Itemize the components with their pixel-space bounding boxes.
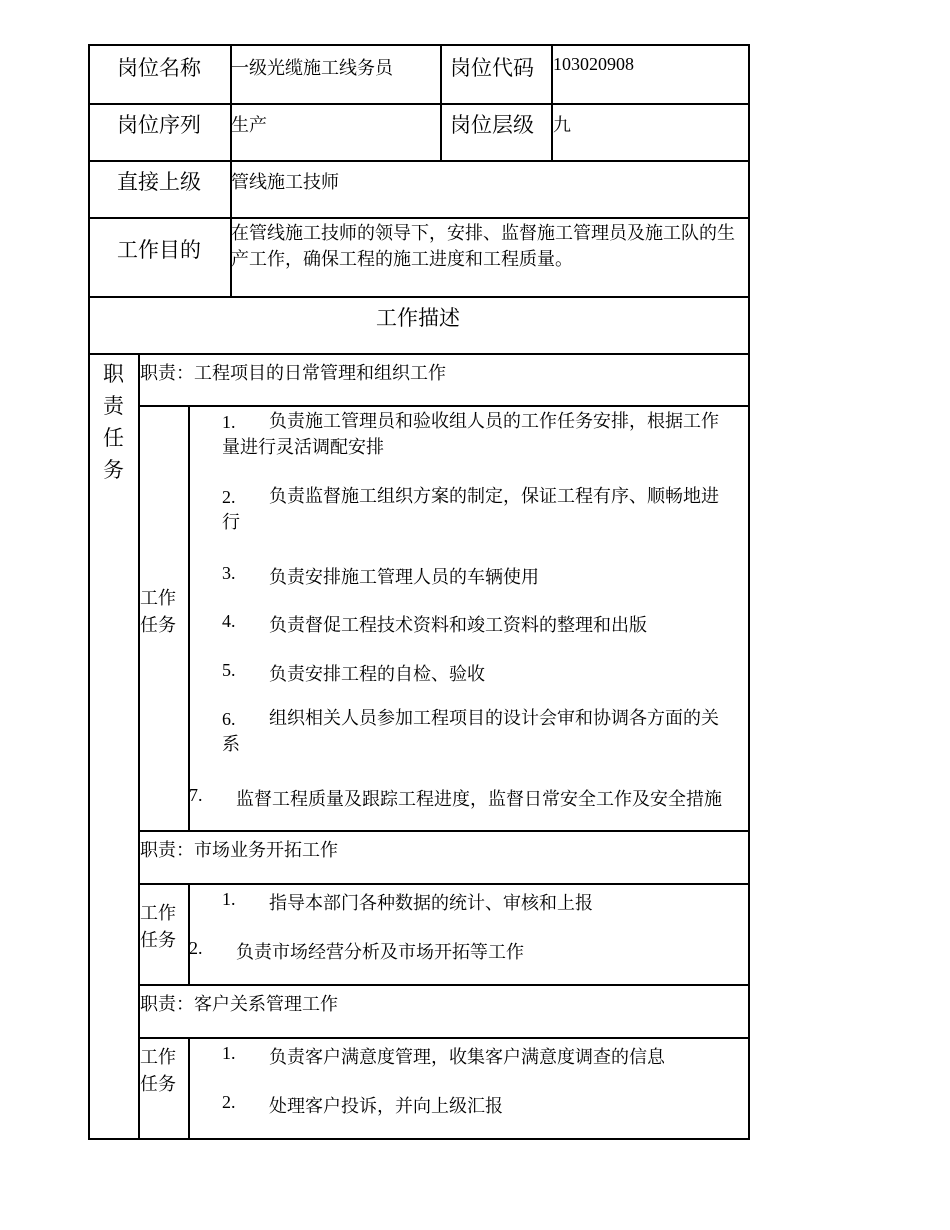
task-text-content: 负责监督施工组织方案的制定，保证工程有序、顺畅地进行 (222, 486, 719, 532)
task-text: 指导本部门各种数据的统计、审核和上报 (269, 893, 593, 913)
task-number: 2. (222, 1092, 236, 1112)
task-label: 工作 (140, 588, 176, 608)
task-label: 工作 (140, 903, 176, 923)
rule (138, 1037, 750, 1039)
rule (138, 883, 750, 885)
task-text: 负责督促工程技术资料和竣工资料的整理和出版 (269, 615, 647, 635)
task-text: 负责安排施工管理人员的车辆使用 (269, 567, 539, 587)
rule (138, 984, 750, 986)
job-description-table (88, 44, 750, 1140)
rule (88, 217, 750, 219)
task-label: 任务 (140, 930, 176, 950)
rule (440, 44, 442, 162)
duties-label-char: 务 (103, 458, 124, 482)
rule (138, 405, 750, 407)
supervisor: 管线施工技师 (231, 172, 339, 192)
rule (138, 353, 140, 1140)
task-text: 负责客户满意度管理，收集客户满意度调查的信息 (269, 1047, 665, 1067)
task-label: 任务 (140, 615, 176, 635)
task-number: 1. (222, 412, 236, 432)
level-label: 岗位层级 (450, 113, 534, 137)
rule (88, 44, 90, 1140)
rule (138, 830, 750, 832)
duties-label-char: 责 (103, 394, 124, 418)
task-text: 负责市场经营分析及市场开拓等工作 (236, 942, 524, 962)
duties-label-char: 任 (103, 426, 124, 450)
task-number: 6. (222, 709, 236, 729)
level: 九 (553, 115, 571, 135)
duties-label-char: 职 (103, 362, 124, 386)
sequence-label: 岗位序列 (117, 113, 201, 137)
rule (748, 44, 750, 1140)
task-number: 3. (222, 563, 236, 583)
sequence: 生产 (231, 115, 267, 135)
task-number: 4. (222, 611, 236, 631)
task-text: 负责安排工程的自检、验收 (269, 664, 485, 684)
description-title: 工作描述 (376, 306, 460, 330)
duty-title: 职责：客户关系管理工作 (140, 994, 338, 1014)
rule (188, 1037, 190, 1140)
task-number: 5. (222, 660, 236, 680)
task-number: 2. (189, 938, 203, 958)
rule (88, 353, 750, 355)
duty-title: 职责：工程项目的日常管理和组织工作 (140, 363, 446, 383)
rule (88, 296, 750, 298)
position-name: 一级光缆施工线务员 (231, 58, 393, 78)
task-number: 7. (189, 785, 203, 805)
purpose-text: 在管线施工技师的领导下，安排、监督施工管理员及施工队的生产工作，确保工程的施工进度和工程质量。 (231, 223, 735, 269)
task-text-content: 负责施工管理员和验收组人员的工作任务安排，根据工作量进行灵活调配安排 (222, 411, 719, 457)
supervisor-label: 直接上级 (117, 170, 201, 194)
rule (188, 405, 190, 832)
task-text (222, 483, 734, 535)
task-text: 处理客户投诉，并向上级汇报 (269, 1096, 503, 1116)
task-text: 监督工程质量及跟踪工程进度，监督日常安全工作及安全措施 (236, 789, 722, 809)
position-name-label: 岗位名称 (117, 56, 201, 80)
purpose-label: 工作目的 (117, 238, 201, 262)
rule (88, 44, 750, 46)
task-label: 工作 (140, 1047, 176, 1067)
task-text-content: 组织相关人员参加工程项目的设计会审和协调各方面的关系 (222, 708, 719, 754)
task-text (222, 408, 734, 460)
duty-title: 职责：市场业务开拓工作 (140, 840, 338, 860)
task-number: 1. (222, 889, 236, 909)
task-text (222, 705, 734, 757)
task-label: 任务 (140, 1074, 176, 1094)
position-code: 103020908 (553, 54, 634, 74)
task-number: 1. (222, 1043, 236, 1063)
rule (88, 160, 750, 162)
rule (188, 883, 190, 986)
rule (88, 103, 750, 105)
position-code-label: 岗位代码 (450, 56, 534, 80)
task-number: 2. (222, 487, 236, 507)
